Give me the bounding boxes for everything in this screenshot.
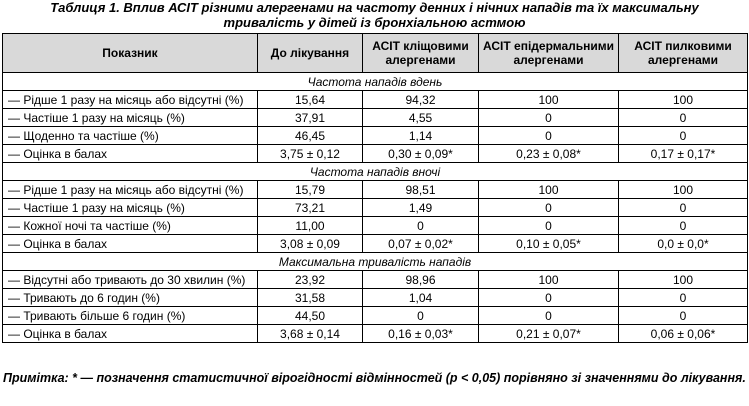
row-label: — Відсутні або тривають до 30 хвилин (%) (3, 271, 258, 289)
table-cell: 0,30 ± 0,09* (363, 145, 479, 163)
table-cell: 0 (479, 307, 619, 325)
row-label: — Тривають більше 6 годин (%) (3, 307, 258, 325)
header-row (3, 34, 748, 73)
table-cell: 3,68 ± 0,14 (258, 325, 363, 343)
table-cell: 0 (619, 307, 748, 325)
table-cell: 1,04 (363, 289, 479, 307)
table-row (3, 271, 748, 289)
table-row (3, 199, 748, 217)
table-cell: 0,10 ± 0,05* (479, 235, 619, 253)
table-row (3, 307, 748, 325)
table-row (3, 145, 748, 163)
table-cell: 46,45 (258, 127, 363, 145)
header-mite-asit: АСІТ кліщовими алергенами (363, 34, 479, 73)
table-cell: 100 (479, 91, 619, 109)
row-label: — Тривають до 6 годин (%) (3, 289, 258, 307)
table-cell: 0 (479, 109, 619, 127)
table-cell: 1,14 (363, 127, 479, 145)
table-cell: 0,06 ± 0,06* (619, 325, 748, 343)
table-cell: 15,79 (258, 181, 363, 199)
table-cell: 0,17 ± 0,17* (619, 145, 748, 163)
row-label: — Кожної ночі та частіше (%) (3, 217, 258, 235)
table-cell: 0 (619, 109, 748, 127)
table-cell: 31,58 (258, 289, 363, 307)
table-cell: 0 (619, 127, 748, 145)
table-cell: 0 (363, 307, 479, 325)
row-label: — Рідше 1 разу на місяць або відсутні (%) (3, 91, 258, 109)
table-cell: 0 (479, 217, 619, 235)
table-row (3, 235, 748, 253)
caption-line-1: Таблиця 1. Вплив АСІТ різними алергенами на частоту денних і нічних нападів та їх максимальну (50, 0, 699, 15)
caption-line-2: тривалість у дітей із бронхіальною астмою (223, 15, 526, 30)
section-row (3, 163, 748, 181)
table-row (3, 217, 748, 235)
row-label: — Оцінка в балах (3, 145, 258, 163)
table-cell: 1,49 (363, 199, 479, 217)
row-label: — Оцінка в балах (3, 235, 258, 253)
header-indicator: Показник (3, 34, 258, 73)
table-cell: 0 (363, 217, 479, 235)
table-cell: 4,55 (363, 109, 479, 127)
table-cell: 0 (619, 217, 748, 235)
table-cell: 3,08 ± 0,09 (258, 235, 363, 253)
table-row (3, 181, 748, 199)
table-row (3, 127, 748, 145)
header-before-treatment: До лікування (258, 34, 363, 73)
data-table (2, 33, 748, 343)
table-cell: 3,75 ± 0,12 (258, 145, 363, 163)
table-cell: 100 (479, 181, 619, 199)
table-caption (0, 0, 749, 30)
section-title: Частота нападів вночі (3, 163, 748, 181)
table-cell: 73,21 (258, 199, 363, 217)
table-cell: 100 (479, 271, 619, 289)
row-label: — Частіше 1 разу на місяць (%) (3, 199, 258, 217)
table-cell: 94,32 (363, 91, 479, 109)
table-cell: 0,07 ± 0,02* (363, 235, 479, 253)
section-title: Максимальна тривалість нападів (3, 253, 748, 271)
table-cell: 0 (619, 199, 748, 217)
table-cell: 100 (619, 181, 748, 199)
table-cell: 0,0 ± 0,0* (619, 235, 748, 253)
table-row (3, 91, 748, 109)
section-row (3, 73, 748, 91)
table-cell: 37,91 (258, 109, 363, 127)
table-cell: 0 (479, 127, 619, 145)
table-cell: 15,64 (258, 91, 363, 109)
table-cell: 98,96 (363, 271, 479, 289)
header-pollen-asit: АСІТ пилковими алергенами (619, 34, 748, 73)
table-row (3, 109, 748, 127)
table-row (3, 325, 748, 343)
table-cell: 11,00 (258, 217, 363, 235)
table-cell: 0 (619, 289, 748, 307)
table-body (3, 73, 748, 343)
table-cell: 0 (479, 289, 619, 307)
section-title: Частота нападів вдень (3, 73, 748, 91)
row-label: — Рідше 1 разу на місяць або відсутні (%) (3, 181, 258, 199)
table-cell: 23,92 (258, 271, 363, 289)
table-cell: 0,21 ± 0,07* (479, 325, 619, 343)
table-cell: 100 (619, 91, 748, 109)
row-label: — Щоденно та частіше (%) (3, 127, 258, 145)
header-epidermal-asit: АСІТ епідермальними алергенами (479, 34, 619, 73)
table-cell: 0 (479, 199, 619, 217)
table-cell: 0,23 ± 0,08* (479, 145, 619, 163)
table-cell: 100 (619, 271, 748, 289)
table-cell: 0,16 ± 0,03* (363, 325, 479, 343)
row-label: — Оцінка в балах (3, 325, 258, 343)
section-row (3, 253, 748, 271)
row-label: — Частіше 1 разу на місяць (%) (3, 109, 258, 127)
table-cell: 98,51 (363, 181, 479, 199)
table-cell: 44,50 (258, 307, 363, 325)
table-row (3, 289, 748, 307)
footnote: Примітка: * — позначення статистичної вірогідності відмінностей (p < 0,05) порівняно зі значеннями до лікування. (3, 371, 746, 385)
